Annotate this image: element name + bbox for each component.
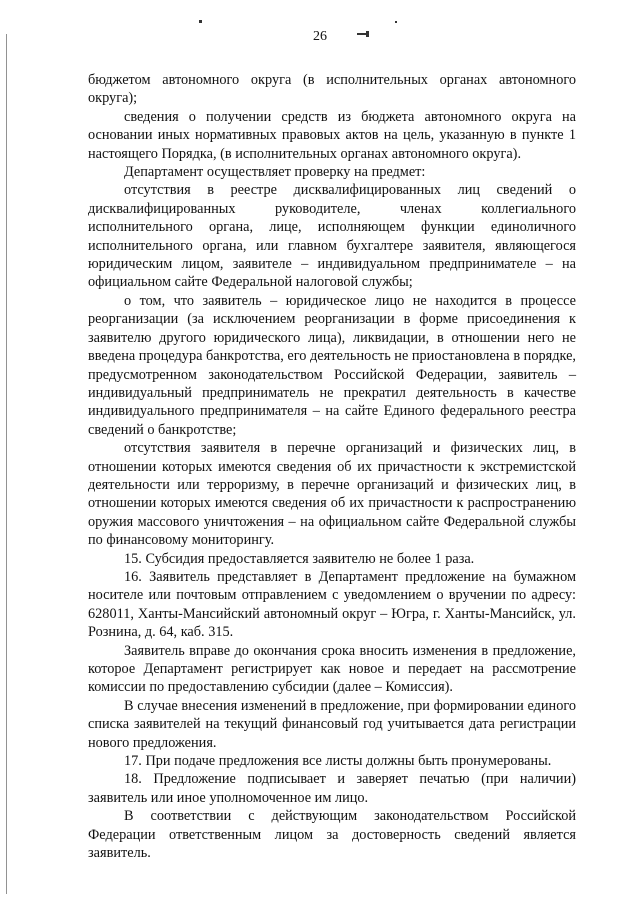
scan-edge-line [6, 34, 7, 894]
paragraph: В случае внесения изменений в предложение, при формировании единого списка заявителей на текущий финансовый год учитывается дата регистрации нового предложения. [88, 697, 576, 751]
paragraph: отсутствия в реестре дисквалифицированных лиц сведений о дисквалифицированных руководителе, членах коллегиального исполнительного органа, лице, исполняющем функции единоличного исполнительного органа, или главном бухгалтере заявителя, являющегося юридическим лицом, заявителе – индивидуальном предпринимателе – на официальном сайте Федеральной налоговой службы; [88, 182, 576, 291]
page-number: 26 [313, 29, 327, 44]
paragraph: Департамент осуществляет проверку на предмет: [124, 164, 426, 181]
paragraph: В соответствии с действующим законодательством Российской Федерации ответственным лицом за достоверность сведений является заявитель. [88, 808, 576, 862]
scan-speck [395, 21, 397, 23]
paragraph: 15. Субсидия предоставляется заявителю не более 1 раза. [124, 550, 475, 567]
paragraph: 16. Заявитель представляет в Департамент предложение на бумажном носителе или почтовым отправлением с уведомлением о вручении по адресу: 628011, Ханты-Мансийский автономный округ – Югра, г. Ханты-Мансийск, ул. Рознина, д. 64, каб. 315. [88, 568, 576, 641]
document-body [88, 71, 576, 862]
paragraph: о том, что заявитель – юридическое лицо не находится в процессе реорганизации (за исключением реорганизации в форме присоединения к заявителю другого юридического лица), ликвидации, в отношении него не введена процедура банкротства, его деятельность не приостановлена в порядке, предусмотренном законодательством Российской Федерации, заявитель – индивидуальный предприниматель не прекратил деятельность в качестве индивидуального предпринимателя – на сайте Единого федерального реестра сведений о банкротстве; [88, 292, 576, 438]
paragraph: бюджетом автономного округа (в исполнительных органах автономного округа); [88, 72, 576, 107]
scan-speck [199, 20, 202, 23]
paragraph: сведения о получении средств из бюджета автономного округа на основании иных нормативных правовых актов на цель, указанную в пункте 1 настоящего Порядка, (в исполнительных органах автономного округа). [88, 108, 576, 162]
paragraph: Заявитель вправе до окончания срока вносить изменения в предложение, которое Департамент регистрирует как новое и передает на рассмотрение комиссии по предоставлению субсидии (далее – Комиссия). [88, 642, 576, 696]
paragraph: 18. Предложение подписывает и заверяет печатью (при наличии) заявитель или иное уполномоченное им лицо. [88, 771, 576, 806]
paragraph: 17. При подаче предложения все листы должны быть пронумерованы. [124, 753, 552, 770]
paragraph: отсутствия заявителя в перечне организаций и физических лиц, в отношении которых имеются сведения об их причастности к экстремистской деятельности или терроризму, в перечне организаций и физических лиц, в отношении которых имеются сведения об их причастности к распространению оружия массового уничтожения – на официальном сайте Федеральной службы по финансовому мониторингу. [88, 440, 576, 549]
